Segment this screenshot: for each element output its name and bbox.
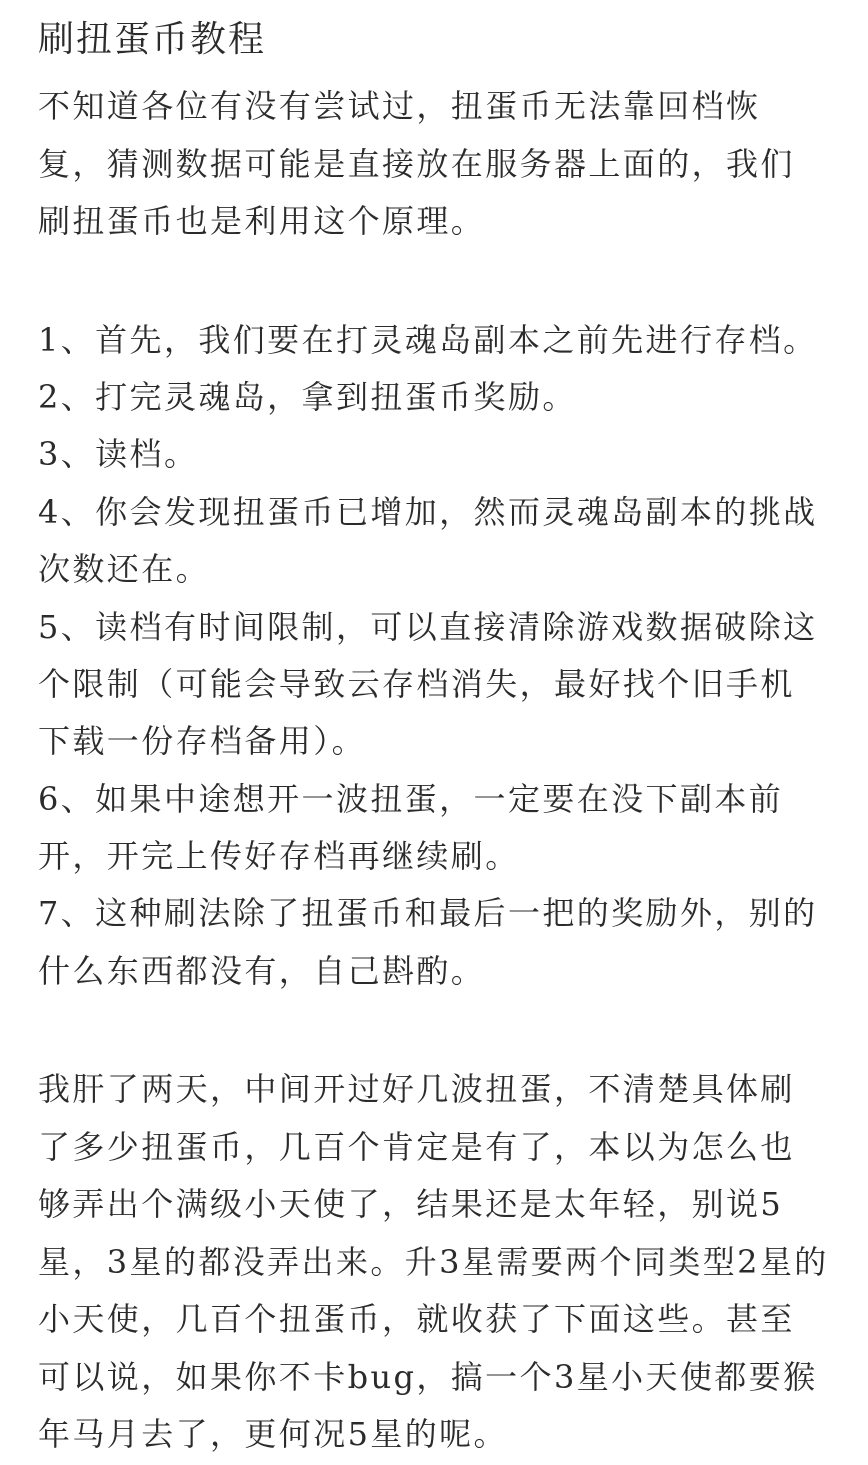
text-line: 星，3星的都没弄出来。升3星需要两个同类型2星的 <box>38 1243 829 1281</box>
step-line: 5、读档有时间限制，可以直接清除游戏数据破除这 <box>38 608 818 646</box>
article-title: 刷扭蛋币教程 <box>38 19 267 60</box>
step-line: 2、打完灵魂岛，拿到扭蛋币奖励。 <box>38 378 577 416</box>
text-line: 不知道各位有没有尝试过，扭蛋币无法靠回档恢 <box>38 87 761 125</box>
step-line: 1、首先，我们要在打灵魂岛副本之前先进行存档。 <box>38 321 818 359</box>
step-line: 次数还在。 <box>38 550 211 588</box>
step-line: 3、读档。 <box>38 435 199 473</box>
text-line: 刷扭蛋币也是利用这个原理。 <box>38 202 486 240</box>
step-line: 6、如果中途想开一波扭蛋，一定要在没下副本前 <box>38 780 784 818</box>
step-line: 什么东西都没有，自己斟酌。 <box>38 952 486 990</box>
text-line: 了多少扭蛋币，几百个肯定是有了，本以为怎么也 <box>38 1128 795 1166</box>
step-line: 4、你会发现扭蛋币已增加，然而灵魂岛副本的挑战 <box>38 493 818 531</box>
step-line: 个限制（可能会导致云存档消失，最好找个旧手机 <box>38 665 795 703</box>
text-line: 复，猜测数据可能是直接放在服务器上面的，我们 <box>38 145 795 183</box>
step-line: 开，开完上传好存档再继续刷。 <box>38 837 520 875</box>
text-line: 够弄出个满级小天使了，结果还是太年轻，别说5 <box>38 1185 784 1223</box>
step-line: 下载一份存档备用）。 <box>38 722 367 760</box>
text-line: 我肝了两天，中间开过好几波扭蛋，不清楚具体刷 <box>38 1070 795 1108</box>
step-line: 7、这种刷法除了扭蛋币和最后一把的奖励外，别的 <box>38 894 818 932</box>
text-line: 可以说，如果你不卡bug，搞一个3星小天使都要猴 <box>38 1358 818 1396</box>
text-line: 小天使，几百个扭蛋币，就收获了下面这些。甚至 <box>38 1300 795 1338</box>
text-line: 年马月去了，更何况5星的呢。 <box>38 1415 508 1453</box>
